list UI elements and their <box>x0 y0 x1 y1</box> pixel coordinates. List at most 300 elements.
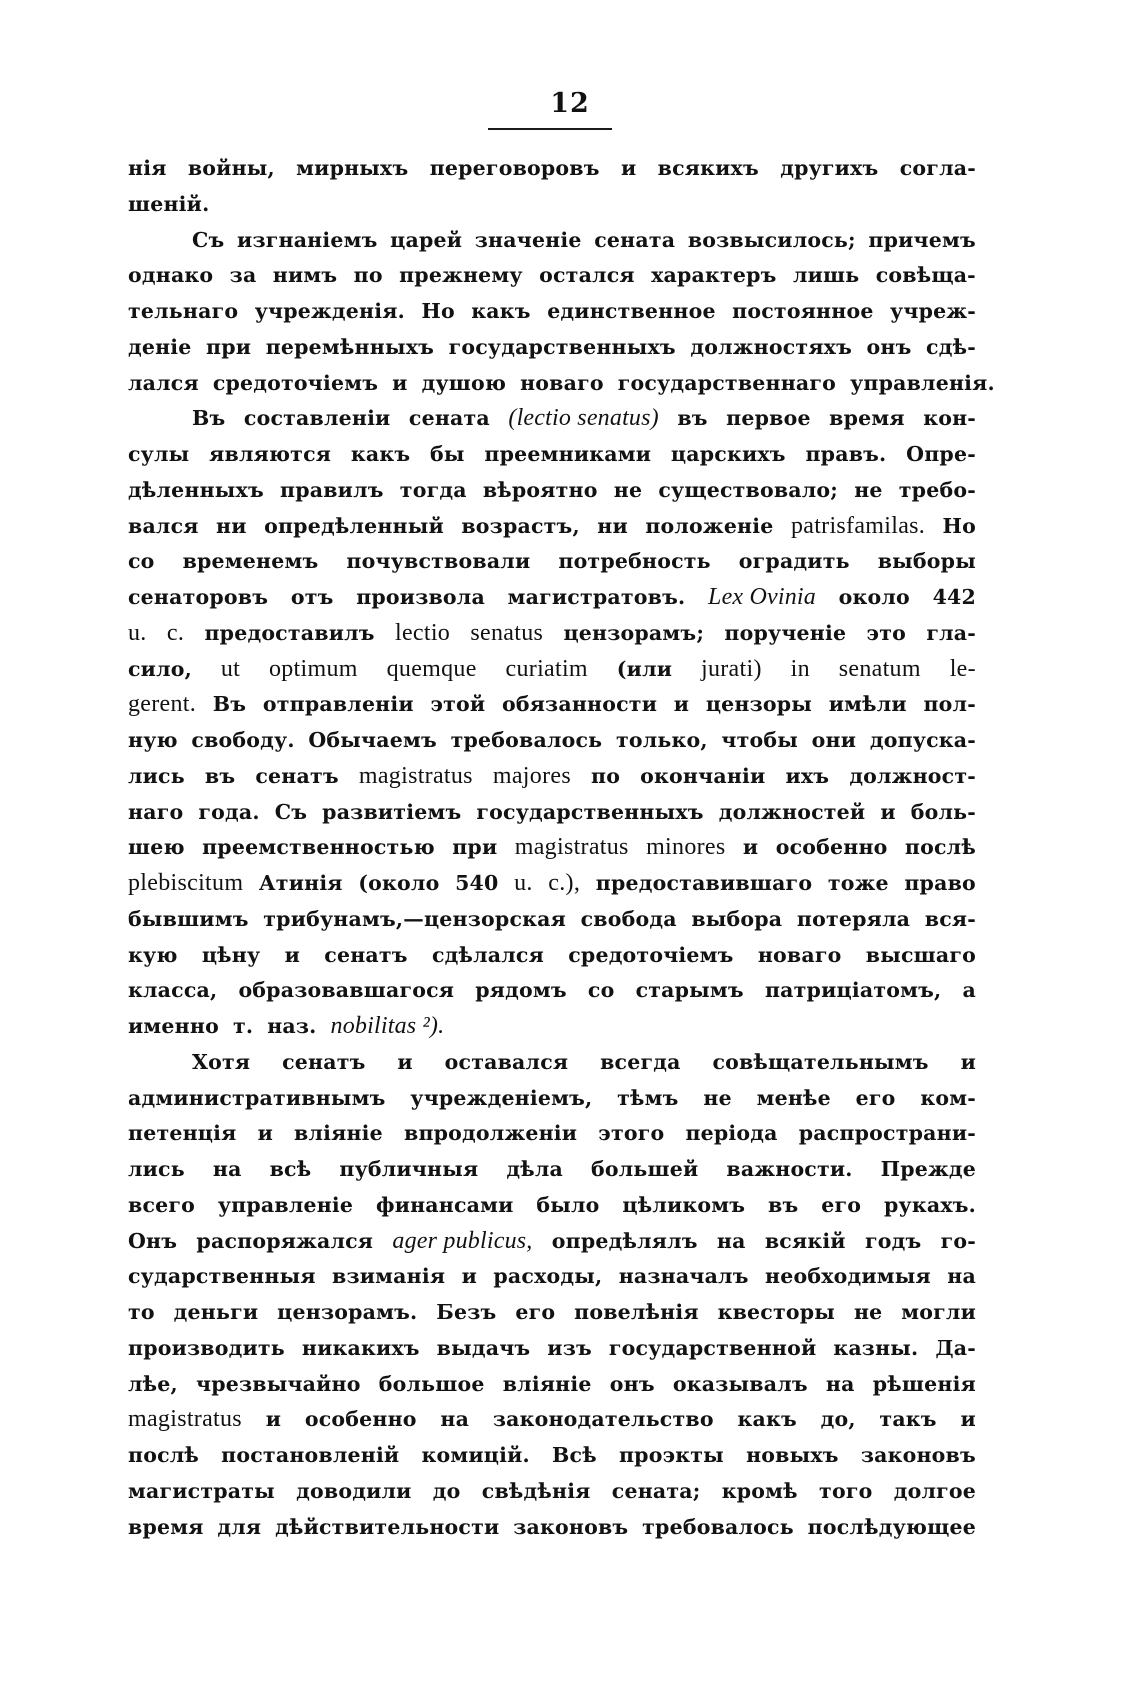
word: допуска- <box>869 728 976 752</box>
word: отъ <box>290 585 334 609</box>
word: на <box>716 1228 746 1253</box>
word: вліяніе <box>294 1121 383 1146</box>
word: требовалось <box>450 728 603 752</box>
word: senatus <box>470 619 544 646</box>
word: было <box>536 1192 600 1217</box>
word: расходы, <box>493 1264 603 1289</box>
word: ни <box>597 513 628 538</box>
word: оградить <box>738 549 850 574</box>
word: деньги <box>173 1300 259 1324</box>
word: лѣе, <box>128 1371 178 1396</box>
word: повелѣнія <box>574 1300 699 1324</box>
word: менѣе <box>756 1085 831 1110</box>
word: сулы <box>128 442 190 466</box>
word: комицій. <box>421 1443 530 1467</box>
word: quemque <box>386 655 477 682</box>
word: предоставившаго <box>595 871 813 895</box>
word: петенція <box>128 1121 237 1146</box>
word: учреж- <box>890 299 976 323</box>
word: опредѣленный <box>264 513 444 538</box>
word: являются <box>209 442 332 466</box>
word: сената <box>408 406 490 431</box>
word: онъ <box>609 1371 655 1396</box>
word: этого <box>598 1121 665 1146</box>
word: свобода <box>580 906 677 931</box>
word: царей <box>390 227 463 252</box>
text-line <box>128 795 976 831</box>
word: magistratus <box>128 1406 242 1433</box>
page-number: 12 <box>550 88 590 119</box>
word: важности. <box>726 1157 853 1181</box>
word: при <box>206 334 252 359</box>
word: цѣликомъ <box>622 1192 746 1217</box>
word: составленіи <box>243 406 391 431</box>
text-line <box>128 1081 976 1117</box>
word: цензорамъ; <box>563 620 705 645</box>
word: сударственныя <box>128 1264 316 1289</box>
word: около <box>838 585 910 609</box>
text-line <box>128 1224 976 1260</box>
word: правъ. <box>805 442 887 466</box>
text-line <box>128 759 976 795</box>
word: тельнаго <box>128 299 239 323</box>
word: единственное <box>547 299 716 323</box>
word: сенаторовъ <box>128 585 269 609</box>
word: они <box>811 728 857 752</box>
word: вліяніе <box>502 1371 592 1396</box>
word: магистратовъ. <box>507 585 686 609</box>
word: nobilitas ²). <box>330 1013 445 1039</box>
word: душою <box>421 370 507 395</box>
word: распространи- <box>798 1121 976 1146</box>
word: (lectio senatus) <box>508 405 659 432</box>
word: большей <box>590 1157 699 1181</box>
word: бывшимъ <box>128 906 249 931</box>
word: новаго <box>757 942 842 967</box>
word: какъ <box>737 1407 797 1432</box>
word: боль- <box>910 799 976 824</box>
word: majores <box>492 762 571 789</box>
word: въ <box>204 763 236 788</box>
word: высшаго <box>865 942 976 967</box>
word: средоточіемъ <box>212 370 379 395</box>
word: причемъ <box>868 227 976 252</box>
word: старымъ <box>635 978 744 1003</box>
word: финансами <box>376 1192 514 1217</box>
word: учрежденія. <box>254 299 405 323</box>
text-line <box>128 509 976 545</box>
word: опредѣлялъ <box>551 1228 698 1253</box>
word: дѣла <box>506 1157 563 1181</box>
word: всего <box>128 1192 196 1217</box>
word: преемственностью <box>202 835 435 860</box>
word: обязанности <box>501 692 658 717</box>
text-line <box>128 1259 976 1295</box>
word: Lex Ovinia <box>708 584 816 610</box>
word: существовало; <box>658 477 839 502</box>
word: 540 <box>455 871 499 895</box>
word: ком- <box>920 1085 976 1110</box>
word: требо- <box>898 477 976 502</box>
page-number-rule <box>488 128 612 130</box>
word: curiatim <box>505 655 588 682</box>
word: u. <box>514 870 533 896</box>
text-line <box>128 366 995 402</box>
word: совѣща- <box>875 263 976 288</box>
word: кромѣ <box>721 1478 798 1503</box>
word: Безъ <box>436 1300 497 1324</box>
word: значеніе <box>474 227 582 252</box>
word: сената; <box>611 1478 701 1503</box>
word: in <box>790 655 810 682</box>
text-line <box>128 616 976 652</box>
text-line <box>128 652 976 688</box>
word: возрастъ, <box>461 513 580 538</box>
word: Всѣ <box>552 1443 597 1467</box>
word: (или <box>616 656 673 681</box>
word: деніе <box>128 334 192 359</box>
text-line <box>128 1152 976 1188</box>
body-text <box>128 151 995 1545</box>
word: законодательство <box>492 1407 714 1432</box>
word: вся- <box>924 906 976 931</box>
word: свободу. <box>191 728 295 752</box>
word: онъ <box>866 334 912 359</box>
word: перемѣнныхъ <box>265 334 435 359</box>
word: сената <box>594 227 676 252</box>
word: имѣли <box>828 692 907 717</box>
word: особенно <box>304 1407 417 1432</box>
word: новаго <box>520 370 604 395</box>
word: c.), <box>548 870 581 896</box>
word: сдѣлался <box>431 942 544 967</box>
word: выдачъ <box>436 1335 531 1360</box>
word: средоточіемъ <box>568 942 734 967</box>
text-line <box>128 401 976 437</box>
word: послѣ <box>904 835 976 860</box>
word: Обычаемъ <box>308 728 437 752</box>
word: по <box>353 263 383 288</box>
word: со <box>587 978 615 1003</box>
word: на <box>440 1407 470 1432</box>
word: должностяхъ <box>690 334 853 359</box>
word: отправленіи <box>262 692 414 717</box>
word: сдѣ- <box>926 334 976 359</box>
word: на <box>825 1371 855 1396</box>
word: за <box>229 263 257 288</box>
word: сенатъ <box>324 942 408 967</box>
word: какъ <box>350 442 411 466</box>
word: Въ <box>192 406 226 431</box>
word: optimum <box>268 655 358 682</box>
text-line <box>128 1367 976 1403</box>
word: послѣдующее <box>807 1514 976 1539</box>
word: и <box>265 1407 282 1432</box>
text-line <box>128 1188 976 1224</box>
word: долгое <box>893 1478 976 1503</box>
word: государственной <box>608 1335 817 1360</box>
word: Хотя <box>192 1049 251 1074</box>
word: того <box>819 1478 873 1503</box>
word: нимъ <box>272 263 338 288</box>
word: Онъ <box>128 1228 178 1253</box>
text-line <box>128 866 976 902</box>
word: u. <box>128 619 147 646</box>
word: изъ <box>547 1335 592 1360</box>
word: c. <box>166 619 185 646</box>
word: рукахъ. <box>883 1192 976 1217</box>
word: т. <box>232 1014 254 1038</box>
word: minores <box>646 834 726 861</box>
word: предоставилъ <box>204 620 375 645</box>
word: всегда <box>600 1049 681 1074</box>
word: назначалъ <box>618 1264 749 1289</box>
text-line <box>128 544 976 580</box>
word: plebiscitum <box>128 870 244 896</box>
word: кон- <box>923 406 976 431</box>
word: развитіемъ <box>322 799 462 824</box>
word: и <box>742 835 759 860</box>
word: законовъ <box>860 1443 976 1467</box>
word: время <box>128 1514 204 1539</box>
word: трибунамъ,—цензорская <box>263 906 566 931</box>
word: порученіе <box>724 620 847 645</box>
word: никакихъ <box>301 1335 420 1360</box>
word: право <box>904 871 976 895</box>
text-line <box>128 1009 976 1045</box>
word: Съ <box>192 227 225 252</box>
word: шею <box>128 835 185 860</box>
word: должностей <box>718 799 866 824</box>
word: и <box>620 156 637 180</box>
word: ни <box>216 513 247 538</box>
word: gerent. <box>128 691 197 718</box>
word: Опре- <box>906 442 976 466</box>
text-line <box>128 1402 976 1438</box>
word: patrisfamilas. <box>790 512 926 539</box>
word: и <box>960 1049 976 1074</box>
word: особенно <box>775 835 888 860</box>
word: годъ <box>864 1228 922 1253</box>
word: переговоровъ <box>429 156 600 180</box>
word: 442 <box>932 585 976 609</box>
word: чтобы <box>721 728 798 752</box>
word: со <box>128 549 155 574</box>
word: однако <box>128 263 214 288</box>
word: (около <box>358 871 440 895</box>
word: года. <box>198 799 260 824</box>
word: лишь <box>792 263 860 288</box>
word: какъ <box>471 299 531 323</box>
word: jurati) <box>701 655 762 682</box>
word: выборы <box>877 549 976 574</box>
word: Въ <box>212 692 247 717</box>
text-line <box>128 258 976 294</box>
word: только, <box>615 728 708 752</box>
word: цензорамъ. <box>277 1300 418 1324</box>
word: положеніе <box>645 513 774 538</box>
word: до <box>432 1478 461 1503</box>
word: публичныя <box>339 1157 479 1181</box>
word: оставался <box>444 1049 569 1074</box>
word: и <box>461 1264 477 1289</box>
word: и <box>257 1121 273 1146</box>
word: и <box>673 692 690 717</box>
word: ager publicus, <box>392 1227 533 1254</box>
word: не <box>854 477 883 502</box>
word: управленіе <box>217 1192 354 1217</box>
text-line <box>128 973 976 1009</box>
word: лись <box>128 1157 185 1181</box>
text-line <box>128 830 976 866</box>
word: согла- <box>899 156 976 180</box>
word: гла- <box>926 620 976 645</box>
word: тѣмъ <box>617 1085 679 1110</box>
word: почувствовали <box>346 549 531 574</box>
word: прежнему <box>399 263 523 288</box>
word: законовъ <box>513 1514 629 1539</box>
word: и <box>880 799 896 824</box>
word: кую <box>128 942 178 967</box>
word: потеряла <box>796 906 911 931</box>
text-line <box>128 1045 976 1081</box>
word: совѣщательнымъ <box>712 1049 929 1074</box>
word: время <box>829 406 905 431</box>
word: потребность <box>558 549 711 574</box>
word: lectio <box>394 619 451 646</box>
word: впродолженіи <box>404 1121 578 1146</box>
word: этой <box>430 692 486 717</box>
word: государственныхъ <box>476 799 704 824</box>
word: первое <box>726 406 811 431</box>
word: senatum <box>838 655 921 682</box>
text-line <box>128 1474 976 1510</box>
word: тоже <box>827 871 889 895</box>
word: государственныхъ <box>448 334 676 359</box>
word: лался <box>128 370 199 395</box>
word: требовалось <box>642 1514 794 1539</box>
word: для <box>217 1514 262 1539</box>
word: чрезвычайно <box>195 1371 361 1396</box>
word: дѣленныхъ <box>128 477 264 502</box>
word: нія <box>128 156 167 180</box>
word: войны, <box>187 156 275 180</box>
word: свѣдѣнія <box>481 1478 591 1503</box>
word: magistratus <box>358 762 473 789</box>
word: управленія. <box>850 370 995 395</box>
word: ut <box>220 655 241 682</box>
word: ихъ <box>785 763 830 788</box>
word: необходимыя <box>765 1264 931 1289</box>
text-line <box>128 1510 976 1546</box>
word: это <box>866 620 907 645</box>
word: le- <box>949 655 976 682</box>
word: рядомъ <box>475 978 567 1003</box>
word: остался <box>539 263 635 288</box>
text-line <box>128 437 976 473</box>
text-line <box>128 223 976 259</box>
word: временемъ <box>182 549 319 574</box>
word: квесторы <box>717 1300 836 1324</box>
word: именно <box>128 1014 219 1038</box>
word: по <box>591 763 621 788</box>
word: не <box>613 477 643 502</box>
word: произвола <box>356 585 485 609</box>
word: не <box>853 1300 883 1324</box>
word: въ <box>768 1192 799 1217</box>
word: и <box>284 942 300 967</box>
word: Но <box>942 513 976 538</box>
word: другихъ <box>780 156 879 180</box>
word: учрежденіемъ, <box>410 1085 593 1110</box>
word: его <box>515 1300 556 1324</box>
word: вался <box>128 513 199 538</box>
word: проэкты <box>618 1443 724 1467</box>
word: сенатъ <box>255 763 339 788</box>
word: его <box>855 1085 896 1110</box>
word: всякихъ <box>657 156 759 180</box>
word: не <box>703 1085 732 1110</box>
word: при <box>452 835 498 860</box>
text-line <box>128 687 976 723</box>
text-line <box>128 938 976 974</box>
word: цѣну <box>201 942 261 967</box>
word: новыхъ <box>746 1443 839 1467</box>
word: государственнаго <box>617 370 837 395</box>
word: послѣ <box>128 1443 200 1467</box>
text-line <box>128 330 976 366</box>
word: Да- <box>935 1335 976 1360</box>
word: окончаніи <box>640 763 766 788</box>
word: царскихъ <box>670 442 786 466</box>
word: возвысилось; <box>687 227 856 252</box>
word: могли <box>901 1300 976 1324</box>
word: сенатъ <box>282 1049 366 1074</box>
word: оказывалъ <box>672 1371 808 1396</box>
word: лись <box>128 763 185 788</box>
text-line <box>128 1331 976 1367</box>
word: должност- <box>849 763 976 788</box>
word: ную <box>128 728 178 752</box>
word: и <box>397 1049 413 1074</box>
word: взиманія <box>332 1264 446 1289</box>
text-line <box>128 294 976 330</box>
word: magistratus <box>514 834 629 861</box>
word: всякій <box>764 1228 846 1253</box>
word: тогда <box>399 477 467 502</box>
word: въ <box>677 406 708 431</box>
word: го- <box>940 1228 976 1253</box>
word: и <box>392 370 408 395</box>
word: и <box>960 1407 976 1432</box>
text-line <box>128 1295 976 1331</box>
word: его <box>821 1192 862 1217</box>
word: всѣ <box>269 1157 312 1181</box>
text-line <box>128 902 976 938</box>
word: постановленій <box>221 1443 400 1467</box>
word: преемниками <box>484 442 652 466</box>
word: дѣйствительности <box>275 1514 500 1539</box>
word: шеній. <box>128 191 210 216</box>
word: Прежде <box>880 1157 976 1181</box>
word: постоянное <box>732 299 874 323</box>
word: до, <box>820 1407 856 1432</box>
word: класса, <box>128 978 218 1003</box>
word: бы <box>430 442 465 466</box>
word: изгнаніемъ <box>237 227 378 252</box>
text-line <box>128 473 976 509</box>
word: такъ <box>879 1407 937 1432</box>
